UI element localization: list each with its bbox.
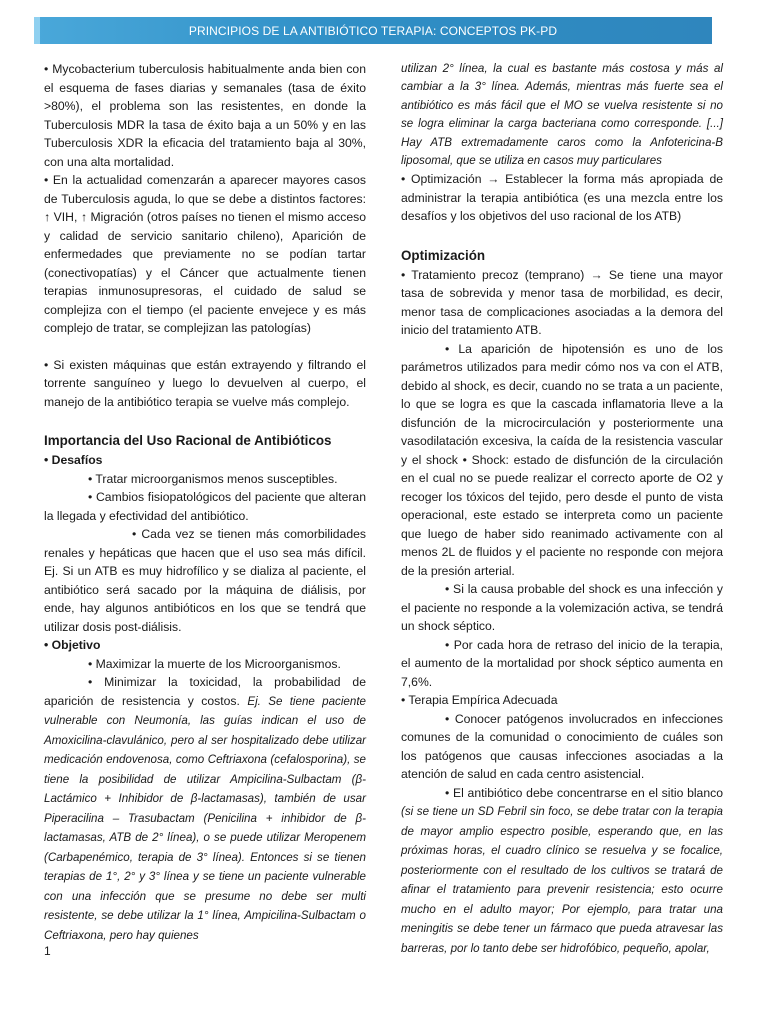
list-item: • Maximizar la muerte de los Microorganismos.: [88, 656, 341, 671]
example-text: Ej. Se tiene paciente vulnerable con Neumonía, las guías indican el uso de Amoxicilina-clavulánico, pero al ser hospitalizado debe utilizar medicación endovenosa, como Ceftriaxona (cefalosporina), se tiene la posibilidad de utilizar Ampicilina-Sulbactam (β-Lactámico + Inhibidor de β-lactamasas), también de usar Piperacilina – Trasubactam (Penicilina + inhibidor de β-lactamasas, ATB de 2° línea), o se puede utilizar Meropenem (Carbapenémico, terapia de 3° línea). Entonces si se tienen terapias de 1°, 2° y 3° línea y se tiene un paciente vulnerable con una infección que se presume no debe ser multi resistente, se debe utilizar la 1° línea, Ampicilina-Sulbactam o Ceftriaxona, pero hay quienes: [44, 694, 366, 942]
paragraph: • Tratamiento precoz (temprano) → Se tiene una mayor tasa de sobrevida y menor tasa de morbilidad, es decir, menor tasa de complicaciones asociadas a la demora del inicio del tratamiento ATB.: [401, 267, 723, 338]
paragraph: • Terapia Empírica Adecuada: [401, 693, 558, 708]
continued-example: utilizan 2° línea, la cual es bastante más costosa y más al cambiar a la 3° línea. Además, mientras más fuerte sea el antibiótico es más fácil que el MO se vuelva resistente si no se logra eliminar la carga bacteriana como corresponde. [...] Hay ATB extremadamente caros como la Anfotericina-B liposomal, que se utiliza en casos muy particulares: [401, 62, 723, 168]
list-item: • Cambios fisiopatológicos del paciente que alteran la llegada y efectividad del antibiótico.: [44, 490, 366, 523]
paragraph: [401, 784, 723, 959]
paragraph: • Por cada hora de retraso del inicio de la terapia, el aumento de la mortalidad por shock séptico aumenta en 7,6%.: [401, 637, 723, 689]
list-item: • Cada vez se tienen más comorbilidades renales y hepáticas que hacen que el uso sea más difícil. Ej. Si un ATB es muy hidrofílico y se dializa al paciente, el antibiótico será sacado por la máquina de diálisis, por ende, hay algunos antibióticos en los que se tendrá que utilizar dosis post-diálisis.: [44, 527, 366, 634]
section-heading: Importancia del Uso Racional de Antibióticos: [44, 433, 332, 448]
page-number: 1: [44, 944, 51, 958]
left-column: [44, 60, 366, 945]
paragraph-text: • El antibiótico debe concentrarse en el sitio blanco: [445, 785, 723, 800]
subheading-desafios: • Desafíos: [44, 453, 103, 467]
list-item: • Tratar microorganismos menos susceptibles.: [88, 471, 338, 486]
section-heading: Optimización: [401, 247, 486, 263]
subheading-objetivo: • Objetivo: [44, 638, 101, 652]
paragraph: • Si existen máquinas que están extrayendo y filtrando el torrente sanguíneo y luego lo devuelven al cuerpo, el manejo de la antibiótico terapia se vuelve más complejo.: [44, 357, 366, 409]
paragraph: • En la actualidad comenzarán a aparecer mayores casos de Tuberculosis aguda, lo que se debe a distintos factores: ↑ VIH, ↑ Migración (otros países no tienen el mismo acceso y calidad de servicio sanitario chileno), Aparición de enfermedades que previamente no se podían tartar (conectivopatías) y el Cáncer que actualmente tienen terapias inmunosupresoras, el cuidado de salud se complejiza con el tiempo (el paciente envejece y es más complejo de tratar, se complejizan las patologías): [44, 173, 366, 335]
header-banner: [34, 17, 712, 44]
paragraph: • Conocer patógenos involucrados en infecciones comunes de la comunidad o conocimiento de cuáles son los patógenos que causas infecciones asociadas a la atención de salud en cada centro asistencial.: [401, 711, 723, 782]
paragraph: • La aparición de hipotensión es uno de los parámetros utilizados para medir cómo nos va con el ATB, debido al shock, es decir, cuando no se trata a un paciente, lo que se logra es que la cascada inflamatoria lleve a la disfunción de la microcirculación y posteriormente una vasodilatación excesiva, la caída de la resistencia vascular y el shock • Shock: estado de disfunción de la circulación en el cual no se puede realizar el correcto aporte de O2 y recoger los tóxicos del tejido, pero desde el punto de vista operacional, este estado se interpreta como un paciente que luego de haber sido reanimado activamente con al menos 2L de fluidos y el paciente no responde con mejora de la presión arterial.: [401, 341, 723, 578]
header-title: PRINCIPIOS DE LA ANTIBIÓTICO TERAPIA: CONCEPTOS PK-PD: [188, 23, 558, 38]
paragraph: • Mycobacterium tuberculosis habitualmente anda bien con el esquema de fases diarias y semanales (tasa de éxito >80%), el problema son las resistentes, en donde la Tuberculosis MDR la tasa de éxito baja a un 50% y en las Tuberculosis XDR la eficacia del tratamiento baja al 30%, con una alta mortalidad.: [44, 62, 366, 169]
right-column: [401, 60, 723, 958]
list-item: [44, 673, 366, 945]
paragraph: • Si la causa probable del shock es una infección y el paciente no responde a la volemización activa, se tendrá un shock séptico.: [401, 582, 723, 634]
paragraph: • Optimización → Establecer la forma más apropiada de administrar la terapia antibiótica (es una mezcla entre los desafíos y los objetivos del uso racional de los ATB): [401, 172, 723, 224]
example-text: (si se tiene un SD Febril sin foco, se debe tratar con la terapia de mayor amplio espectro posible, esperando que, en las próximas horas, el cuadro clínico se resuelva y se focalice, posteriormente con el resultado de los cultivos se tratará de afinar el tratamiento para prevenir resistencia; esto ocurre mucho en el adulto mayor; Por ejemplo, para tratar una meningitis se debe tener un fármaco que pueda atravesar las barreras, por lo tanto debe ser hidrofóbico, pequeño, apolar,: [401, 805, 723, 955]
list-item-text: • Minimizar la toxicidad, la probabilidad de aparición de resistencia y costos.: [44, 675, 366, 708]
